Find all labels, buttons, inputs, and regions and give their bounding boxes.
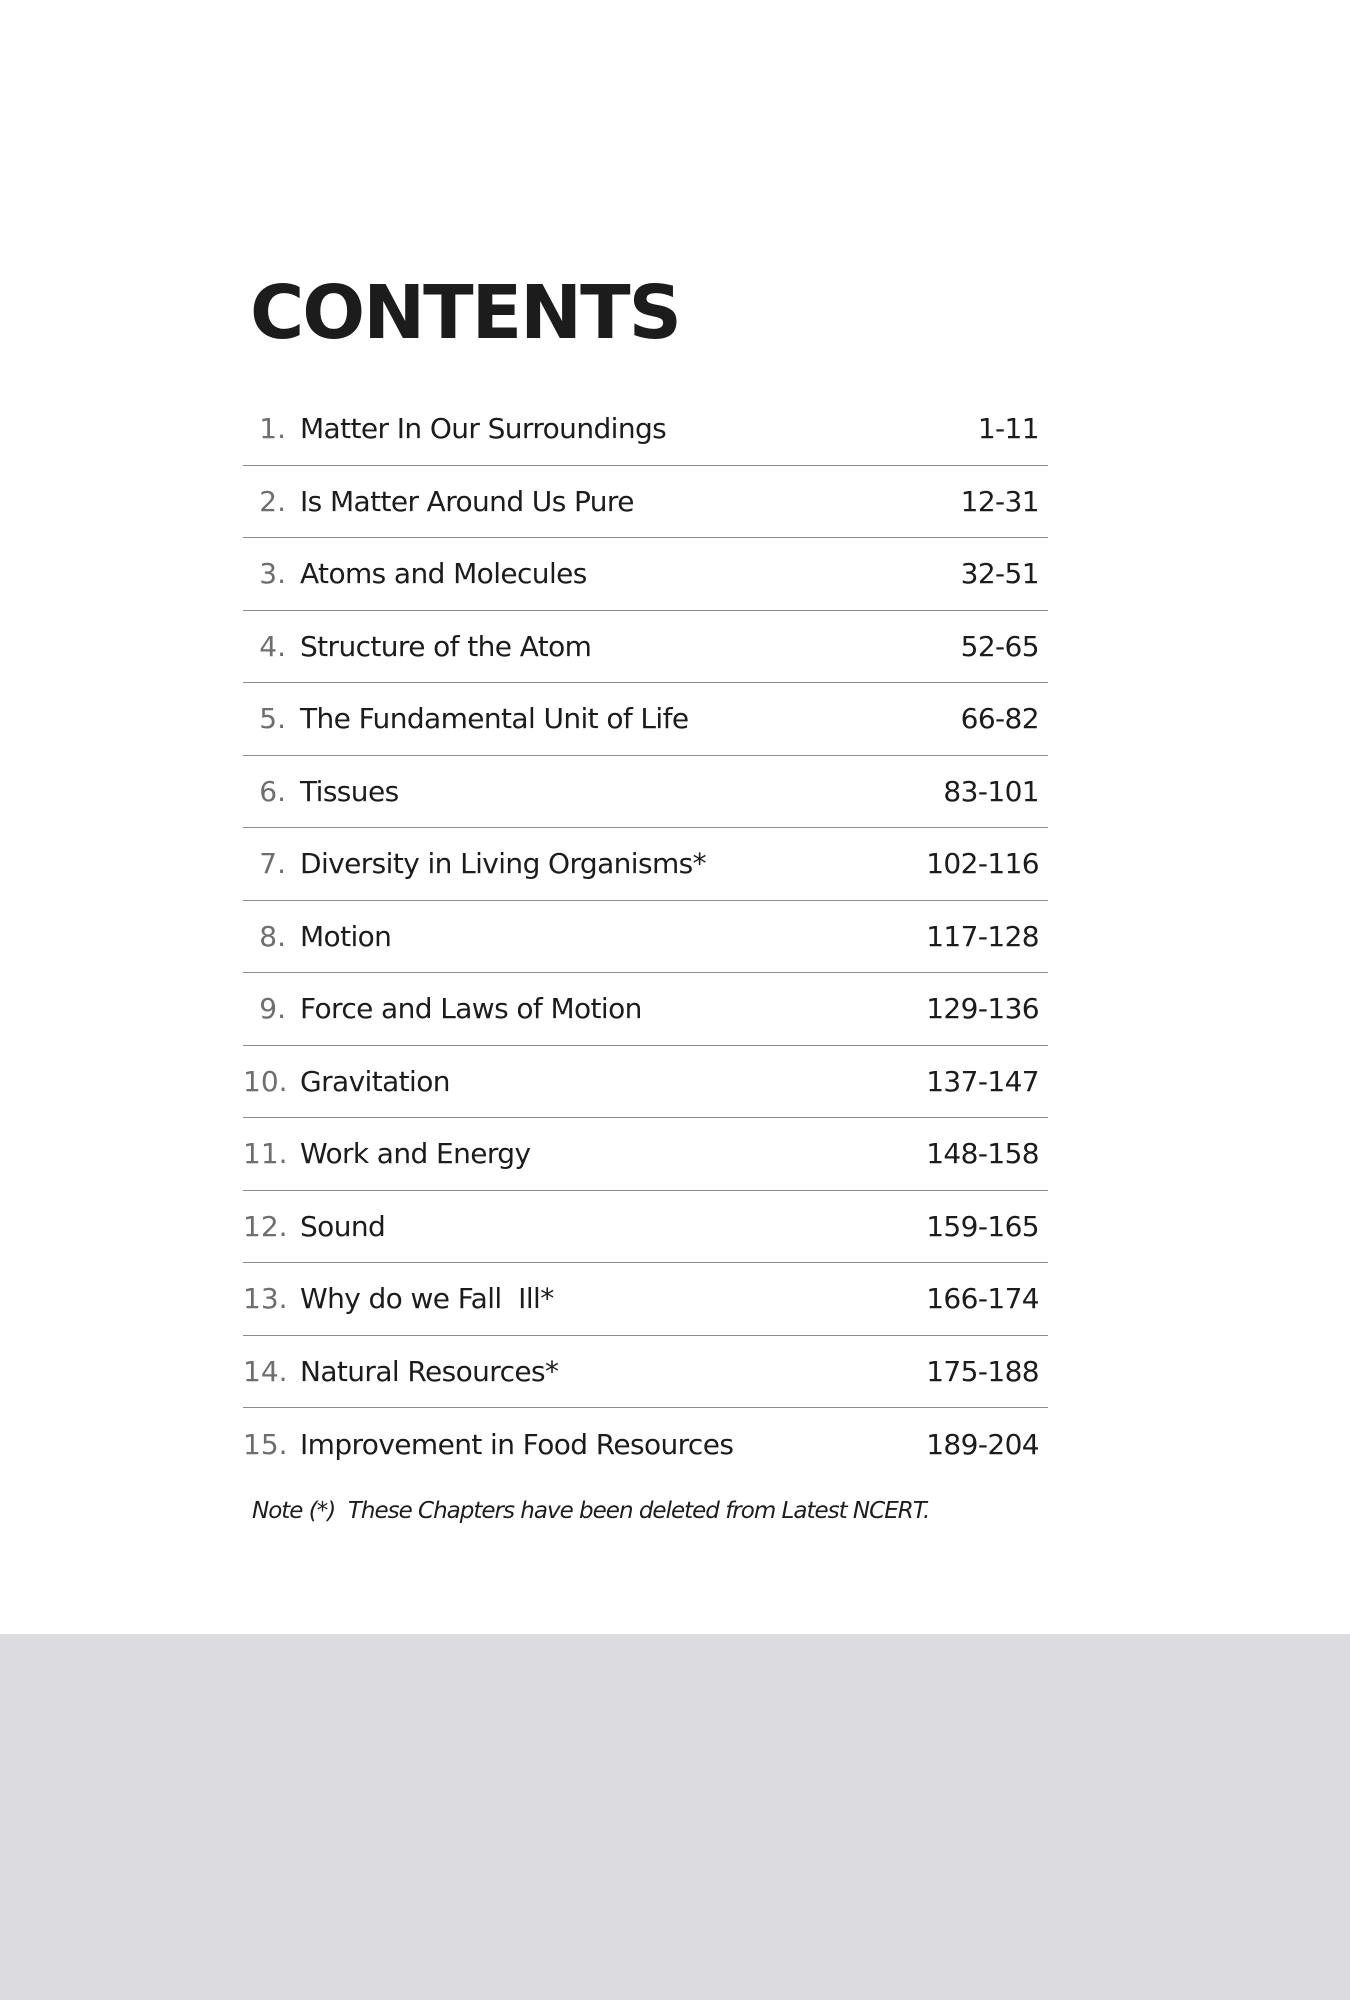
chapter-pages: 83-101 bbox=[943, 774, 1039, 808]
chapter-pages: 1-11 bbox=[977, 412, 1039, 446]
chapter-number: 4. bbox=[259, 629, 286, 663]
chapter-pages: 32-51 bbox=[960, 557, 1039, 591]
chapter-pages: 12-31 bbox=[960, 484, 1039, 518]
chapter-pages: 129-136 bbox=[926, 992, 1039, 1026]
chapter-pages: 189-204 bbox=[926, 1427, 1039, 1461]
chapter-number: 10. bbox=[243, 1064, 288, 1098]
chapter-title: Is Matter Around Us Pure bbox=[300, 484, 634, 518]
chapter-pages: 52-65 bbox=[960, 629, 1039, 663]
chapter-title: Natural Resources* bbox=[300, 1354, 559, 1388]
chapter-pages: 159-165 bbox=[926, 1209, 1039, 1243]
chapter-pages: 175-188 bbox=[926, 1354, 1039, 1388]
toc-row bbox=[243, 1118, 1048, 1191]
toc-row bbox=[243, 611, 1048, 684]
chapter-title: Force and Laws of Motion bbox=[300, 992, 642, 1026]
chapter-title: Atoms and Molecules bbox=[300, 557, 587, 591]
chapter-title: Tissues bbox=[300, 774, 399, 808]
chapter-pages: 148-158 bbox=[926, 1137, 1039, 1171]
chapter-title: Diversity in Living Organisms* bbox=[300, 847, 707, 881]
toc-row bbox=[243, 1263, 1048, 1336]
chapter-title: Structure of the Atom bbox=[300, 629, 592, 663]
toc-row bbox=[243, 393, 1048, 466]
chapter-number: 7. bbox=[259, 847, 286, 881]
toc-row bbox=[243, 973, 1048, 1046]
footer-band bbox=[0, 1634, 1350, 2000]
chapter-title: Gravitation bbox=[300, 1064, 450, 1098]
toc-row bbox=[243, 828, 1048, 901]
chapter-number: 12. bbox=[243, 1209, 288, 1243]
chapter-number: 13. bbox=[243, 1282, 288, 1316]
chapter-pages: 66-82 bbox=[960, 702, 1039, 736]
chapter-title: Matter In Our Surroundings bbox=[300, 412, 667, 446]
chapter-pages: 102-116 bbox=[926, 847, 1039, 881]
chapter-number: 5. bbox=[259, 702, 286, 736]
chapter-title: Why do we Fall Ill* bbox=[300, 1282, 554, 1316]
chapter-number: 11. bbox=[243, 1137, 288, 1171]
chapter-number: 6. bbox=[259, 774, 286, 808]
chapter-number: 14. bbox=[243, 1354, 288, 1388]
toc-row bbox=[243, 683, 1048, 756]
chapter-number: 2. bbox=[259, 484, 286, 518]
chapter-title: Sound bbox=[300, 1209, 386, 1243]
toc-row bbox=[243, 1191, 1048, 1264]
toc-row bbox=[243, 1046, 1048, 1119]
toc-row bbox=[243, 1336, 1048, 1409]
footnote: Note (*) These Chapters have been deleted from Latest NCERT. bbox=[252, 1498, 930, 1524]
toc-row bbox=[243, 756, 1048, 829]
chapter-number: 15. bbox=[243, 1427, 288, 1461]
chapter-pages: 137-147 bbox=[926, 1064, 1039, 1098]
toc-row bbox=[243, 901, 1048, 974]
page-title: CONTENTS bbox=[250, 270, 680, 356]
toc-row bbox=[243, 466, 1048, 539]
chapter-pages: 117-128 bbox=[926, 919, 1039, 953]
chapter-title: Motion bbox=[300, 919, 392, 953]
chapter-title: Improvement in Food Resources bbox=[300, 1427, 734, 1461]
chapter-number: 8. bbox=[259, 919, 286, 953]
toc-row bbox=[243, 538, 1048, 611]
chapter-pages: 166-174 bbox=[926, 1282, 1039, 1316]
chapter-number: 3. bbox=[259, 557, 286, 591]
toc-row bbox=[243, 1408, 1048, 1481]
chapter-title: The Fundamental Unit of Life bbox=[300, 702, 689, 736]
chapter-number: 1. bbox=[259, 412, 286, 446]
table-of-contents bbox=[243, 393, 1048, 1481]
chapter-title: Work and Energy bbox=[300, 1137, 531, 1171]
chapter-number: 9. bbox=[259, 992, 286, 1026]
